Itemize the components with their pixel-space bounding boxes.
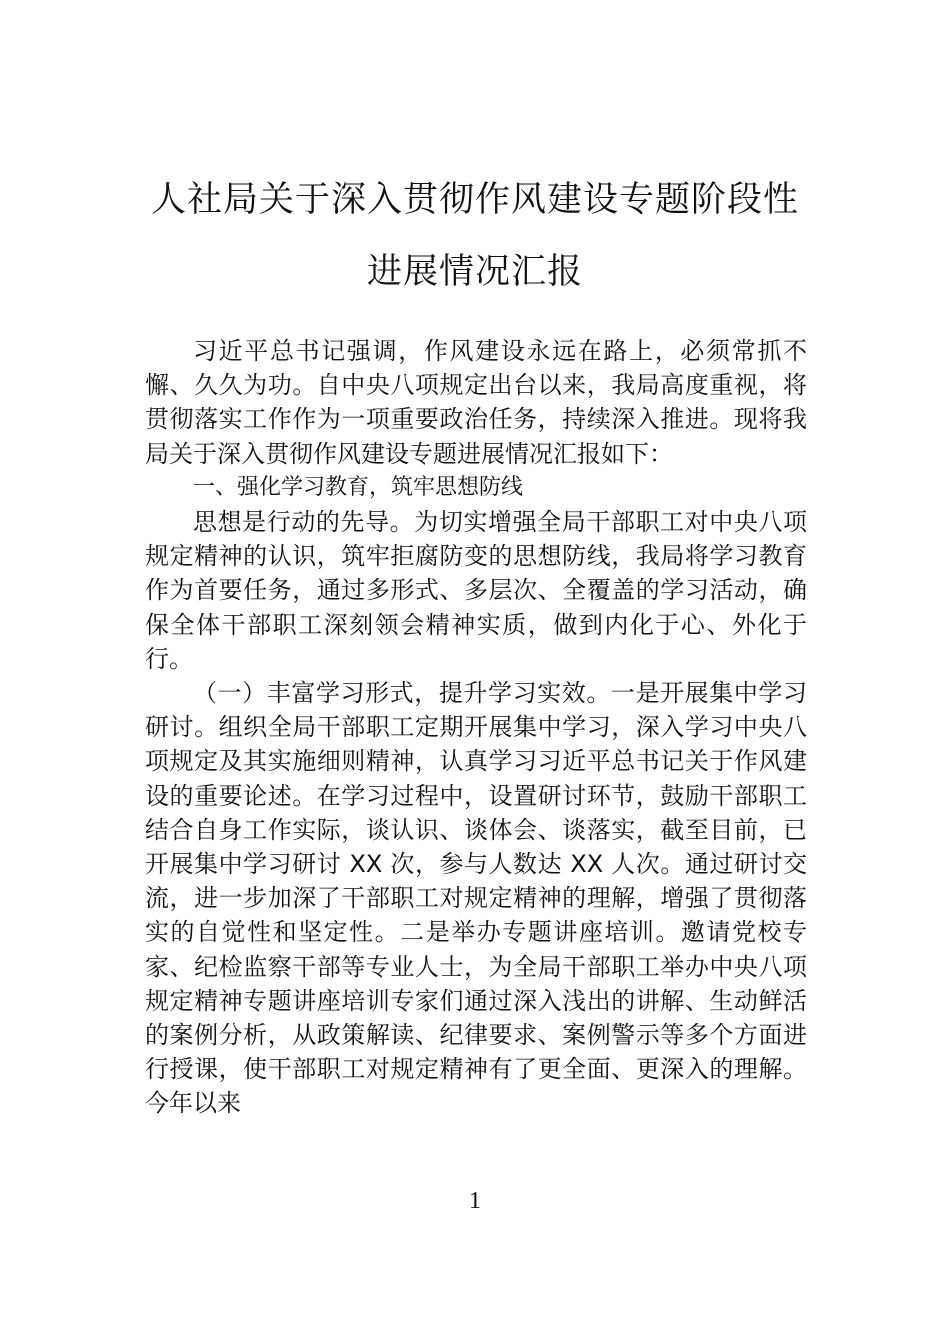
intro-paragraph: 习近平总书记强调，作风建设永远在路上，必须常抓不懈、久久为功。自中央八项规定出台以来，我局高度重视，将贯彻落实工作作为一项重要政治任务，持续深入推进。现将我局关于深入贯彻作风建设专题进展情况汇报如下： [145, 337, 807, 468]
section-1-paragraph: 思想是行动的先导。为切实增强全局干部职工对中央八项规定精神的认识，筑牢拒腐防变的思想防线，我局将学习教育作为首要任务，通过多形式、多层次、全覆盖的学习活动，确保全体干部职工深刻领会精神实质，做到内化于心、外化于行。 [145, 508, 807, 673]
page-number: 1 [469, 1188, 481, 1214]
document-title-line-2: 进展情况汇报 [366, 252, 583, 292]
subsection-1-paragraph: （一）丰富学习形式，提升学习实效。一是开展集中学习研讨。组织全局干部职工定期开展集中学习，深入学习中央八项规定及其实施细则精神，认真学习习近平总书记关于作风建设的重要论述。在学习过程中，设置研讨环节，鼓励干部职工结合自身工作实际，谈认识、谈体会、谈落实，截至目前，已开展集中学习研讨 XX 次，参与人数达 XX 人次。通过研讨交流，进一步加深了干部职工对规定精神的理解，增强了贯彻落实的自觉性和坚定性。二是举办专题讲座培训。邀请党校专家、纪检监察干部等专业人士，为全局干部职工举办中央八项规定精神专题讲座培训专家们通过深入浅出的讲解、生动鲜活的案例分析，从政策解读、纪律要求、案例警示等多个方面进行授课，使干部职工对规定精神有了更全面、更深入的理解。今年以来 [145, 679, 807, 1118]
document-title-line-1: 人社局关于深入贯彻作风建设专题阶段性 [150, 180, 799, 220]
document-body [145, 334, 807, 1121]
section-heading-1: 一、强化学习教育，筑牢思想防线 [193, 474, 524, 500]
